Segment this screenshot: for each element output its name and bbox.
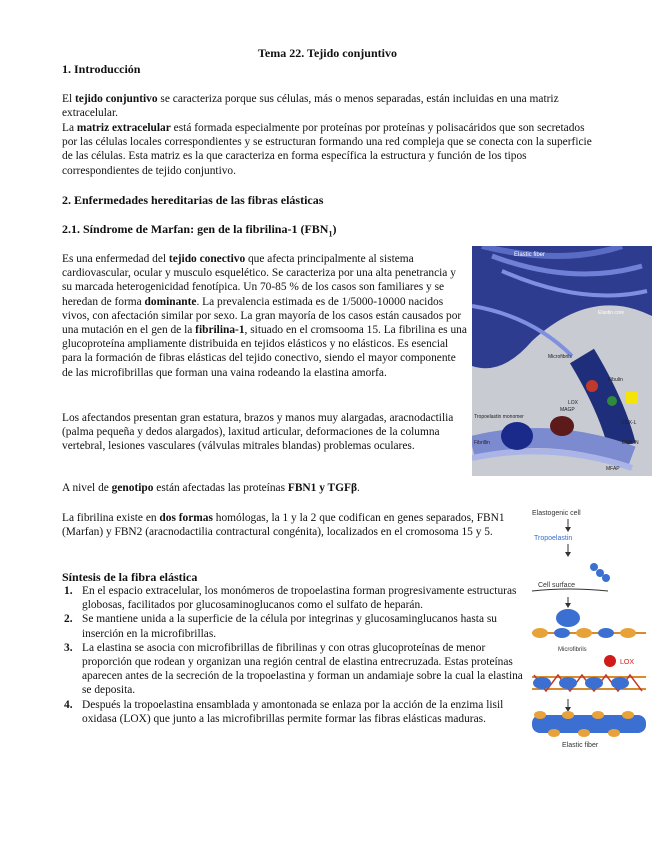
elastin-bead <box>559 677 577 689</box>
arrow-head <box>565 527 571 532</box>
tropoelastin-monomer <box>602 574 610 582</box>
lox-molecule <box>586 380 598 392</box>
list-item: 4. Después la tropoelastina ensamblada y amontonada se enlaza por la acción de la enzima lisil oxidasa (LOX) que junto a las microfibrillas permite formar las fibras elásticas maduras. <box>64 698 504 725</box>
subsection-heading-marfan: 2.1. Síndrome de Marfan: gen de la fibrilina-1 $(FBN_1)$ <box>62 222 337 239</box>
microfibril-bead <box>592 711 604 719</box>
arrow-head <box>565 603 571 608</box>
label-elastic-fiber-2: Elastic fiber <box>562 742 599 749</box>
label-microfibrils-2: Microfibrils <box>558 647 587 653</box>
emilin-molecule <box>626 392 638 404</box>
elastin-bead <box>585 677 603 689</box>
genotipo-paragraph: A nivel de genotipo están afectadas las proteínas FBN1 y TGFβ. <box>62 482 360 494</box>
label-mfap: MFAP <box>606 466 620 472</box>
elastin-bead <box>611 677 629 689</box>
sintesis-heading: Síntesis de la fibra elástica <box>62 570 198 584</box>
crosslinked-fiber <box>532 675 646 691</box>
elastin-bead <box>554 628 570 638</box>
microfibril-bead <box>534 711 546 719</box>
elastic-fiber-synthesis-diagram <box>528 507 650 749</box>
label-lox-2: LOX <box>620 659 635 666</box>
list-item: 1. En el espacio extracelular, los monómeros de tropoelastina forman progresivamente estructuras globosas, facilitados por glucosaminoglucanos como el sulfato de heparán. <box>64 585 517 612</box>
lox-enzyme-icon <box>604 655 616 667</box>
microfibril-bead <box>578 729 590 737</box>
marfan-paragraph-1: Es una enfermedad del tejido conectivo que afecta principalmente al sistema cardiovascular, ocular y musculo esquelético. Se caracteriza por una alta penetrancia y su marcada heterogenicidad fenotípica. Un 70-85 % de los casos son familiares y se heredan de forma dominante. La prevalencia estimada es de 1/5000-10000 nacidos vivos, con afectación similar por sexo. La gran mayoría de los casos están causados por una mutación en el gen de la fibrilina-1, situado en el cromsooma 15. La fibrilina es una glucoproteína ampliamente distribuida en tejidos elásticos y no elásticos. Es esencial para la formación de fibras elásticas del tejido conectivo, siendo el mayor componente de las microfibrillas que forman una vaina rodeando la elastina amorfa. <box>62 253 467 379</box>
label-elastic-fiber: Elastic fiber <box>514 252 546 258</box>
label-elastogenic-cell: Elastogenic cell <box>532 510 581 517</box>
label-fibulin: Fibulin <box>608 377 623 383</box>
list-item: 2. Se mantiene unida a la superficie de la célula por integrinas y glucosaminglucanos hasta su inserción en la microfibrillas. <box>64 613 497 640</box>
elastin-bead <box>598 628 614 638</box>
microfibril-bead <box>620 628 636 638</box>
label-microfibrils: Microfibrils <box>548 354 572 360</box>
marfan-paragraph-2: Los afectandos presentan gran estatura, brazos y manos muy alargadas, aracnodactilia (palma pequeña y dedos alargados), laxitud articular, deformaciones de la columna vertebral, lesiones vasculares (válvulas mitrales blandas) problemas oculares. <box>62 412 454 453</box>
sintesis-steps-list <box>62 584 524 726</box>
microfibril-bead <box>622 711 634 719</box>
intro-paragraph-2: La matriz extracelular está formada especialmente por proteínas por proteínas y polisacáridos que son secretados por las células locales correspondientes y se estructuran formando una red compleja que se conecta con la superficie de las células. Esta matriz es la que caracteriza en forma específica la estructura y función de los tipos correspondientes de tejido conjuntivo. <box>62 122 592 177</box>
formas-paragraph: La fibrilina existe en dos formas homólogas, la 1 y la 2 que codifican en genes separados, FBN1 (Marfan) y FBN2 (aracnodactilia contractural congénita), localizados en el cromosoma 15 y 5. <box>62 512 505 539</box>
mature-elastic-fiber <box>532 711 646 737</box>
tropoelastin-globule <box>501 422 533 450</box>
section-heading-enfermedades: 2. Enfermedades hereditarias de las fibras elásticas <box>62 193 324 207</box>
label-magp: MAGP <box>560 407 575 413</box>
label-cell-surface: Cell surface <box>538 582 575 589</box>
microfibril-bead <box>576 628 592 638</box>
arrow-head <box>565 552 571 557</box>
label-lox-l: LOX-L <box>622 420 637 426</box>
elastic-fiber-structure-figure <box>472 246 652 476</box>
label-fibrillin: Fibrillin <box>474 440 490 446</box>
label-lox: LOX <box>568 400 579 406</box>
microfibril-bead <box>562 711 574 719</box>
label-tropoelastin-monomer: Tropoelastin monomer <box>474 414 524 420</box>
microfibril-bead <box>608 729 620 737</box>
label-elastin-core: Elastin core <box>598 310 625 316</box>
microfibril-bead <box>532 628 548 638</box>
microfibril-bead <box>548 729 560 737</box>
elastin-bead <box>533 677 551 689</box>
fibulin-molecule <box>607 396 617 406</box>
label-tropoelastin: Tropoelastin <box>534 535 573 542</box>
magp-molecule <box>550 416 574 436</box>
cell-surface-line <box>532 589 608 591</box>
list-item: 3. La elastina se asocia con microfibrillas de fibrilinas y con otras glucoproteínas de menor proporción que rodean y organizan una región central de elastina entrecruzada. Estas proteínas aparecen antes de la secreción de la tropoelastina y forman un andamiaje sobre la cual la elastina se deposita. <box>64 641 523 697</box>
tropoelastin-globule <box>556 609 580 627</box>
tropoelastin-monomer <box>590 563 598 571</box>
label-emilin: EMILIN <box>622 440 639 446</box>
intro-paragraph-1: El tejido conjuntivo se caracteriza porque sus células, más o menos separadas, están incluidas en una matriz extracelular. <box>62 93 559 120</box>
microfibril-row <box>532 628 646 638</box>
section-heading-introduccion: 1. Introducción <box>62 62 141 76</box>
page-title: Tema 22. Tejido conjuntivo <box>258 46 397 60</box>
